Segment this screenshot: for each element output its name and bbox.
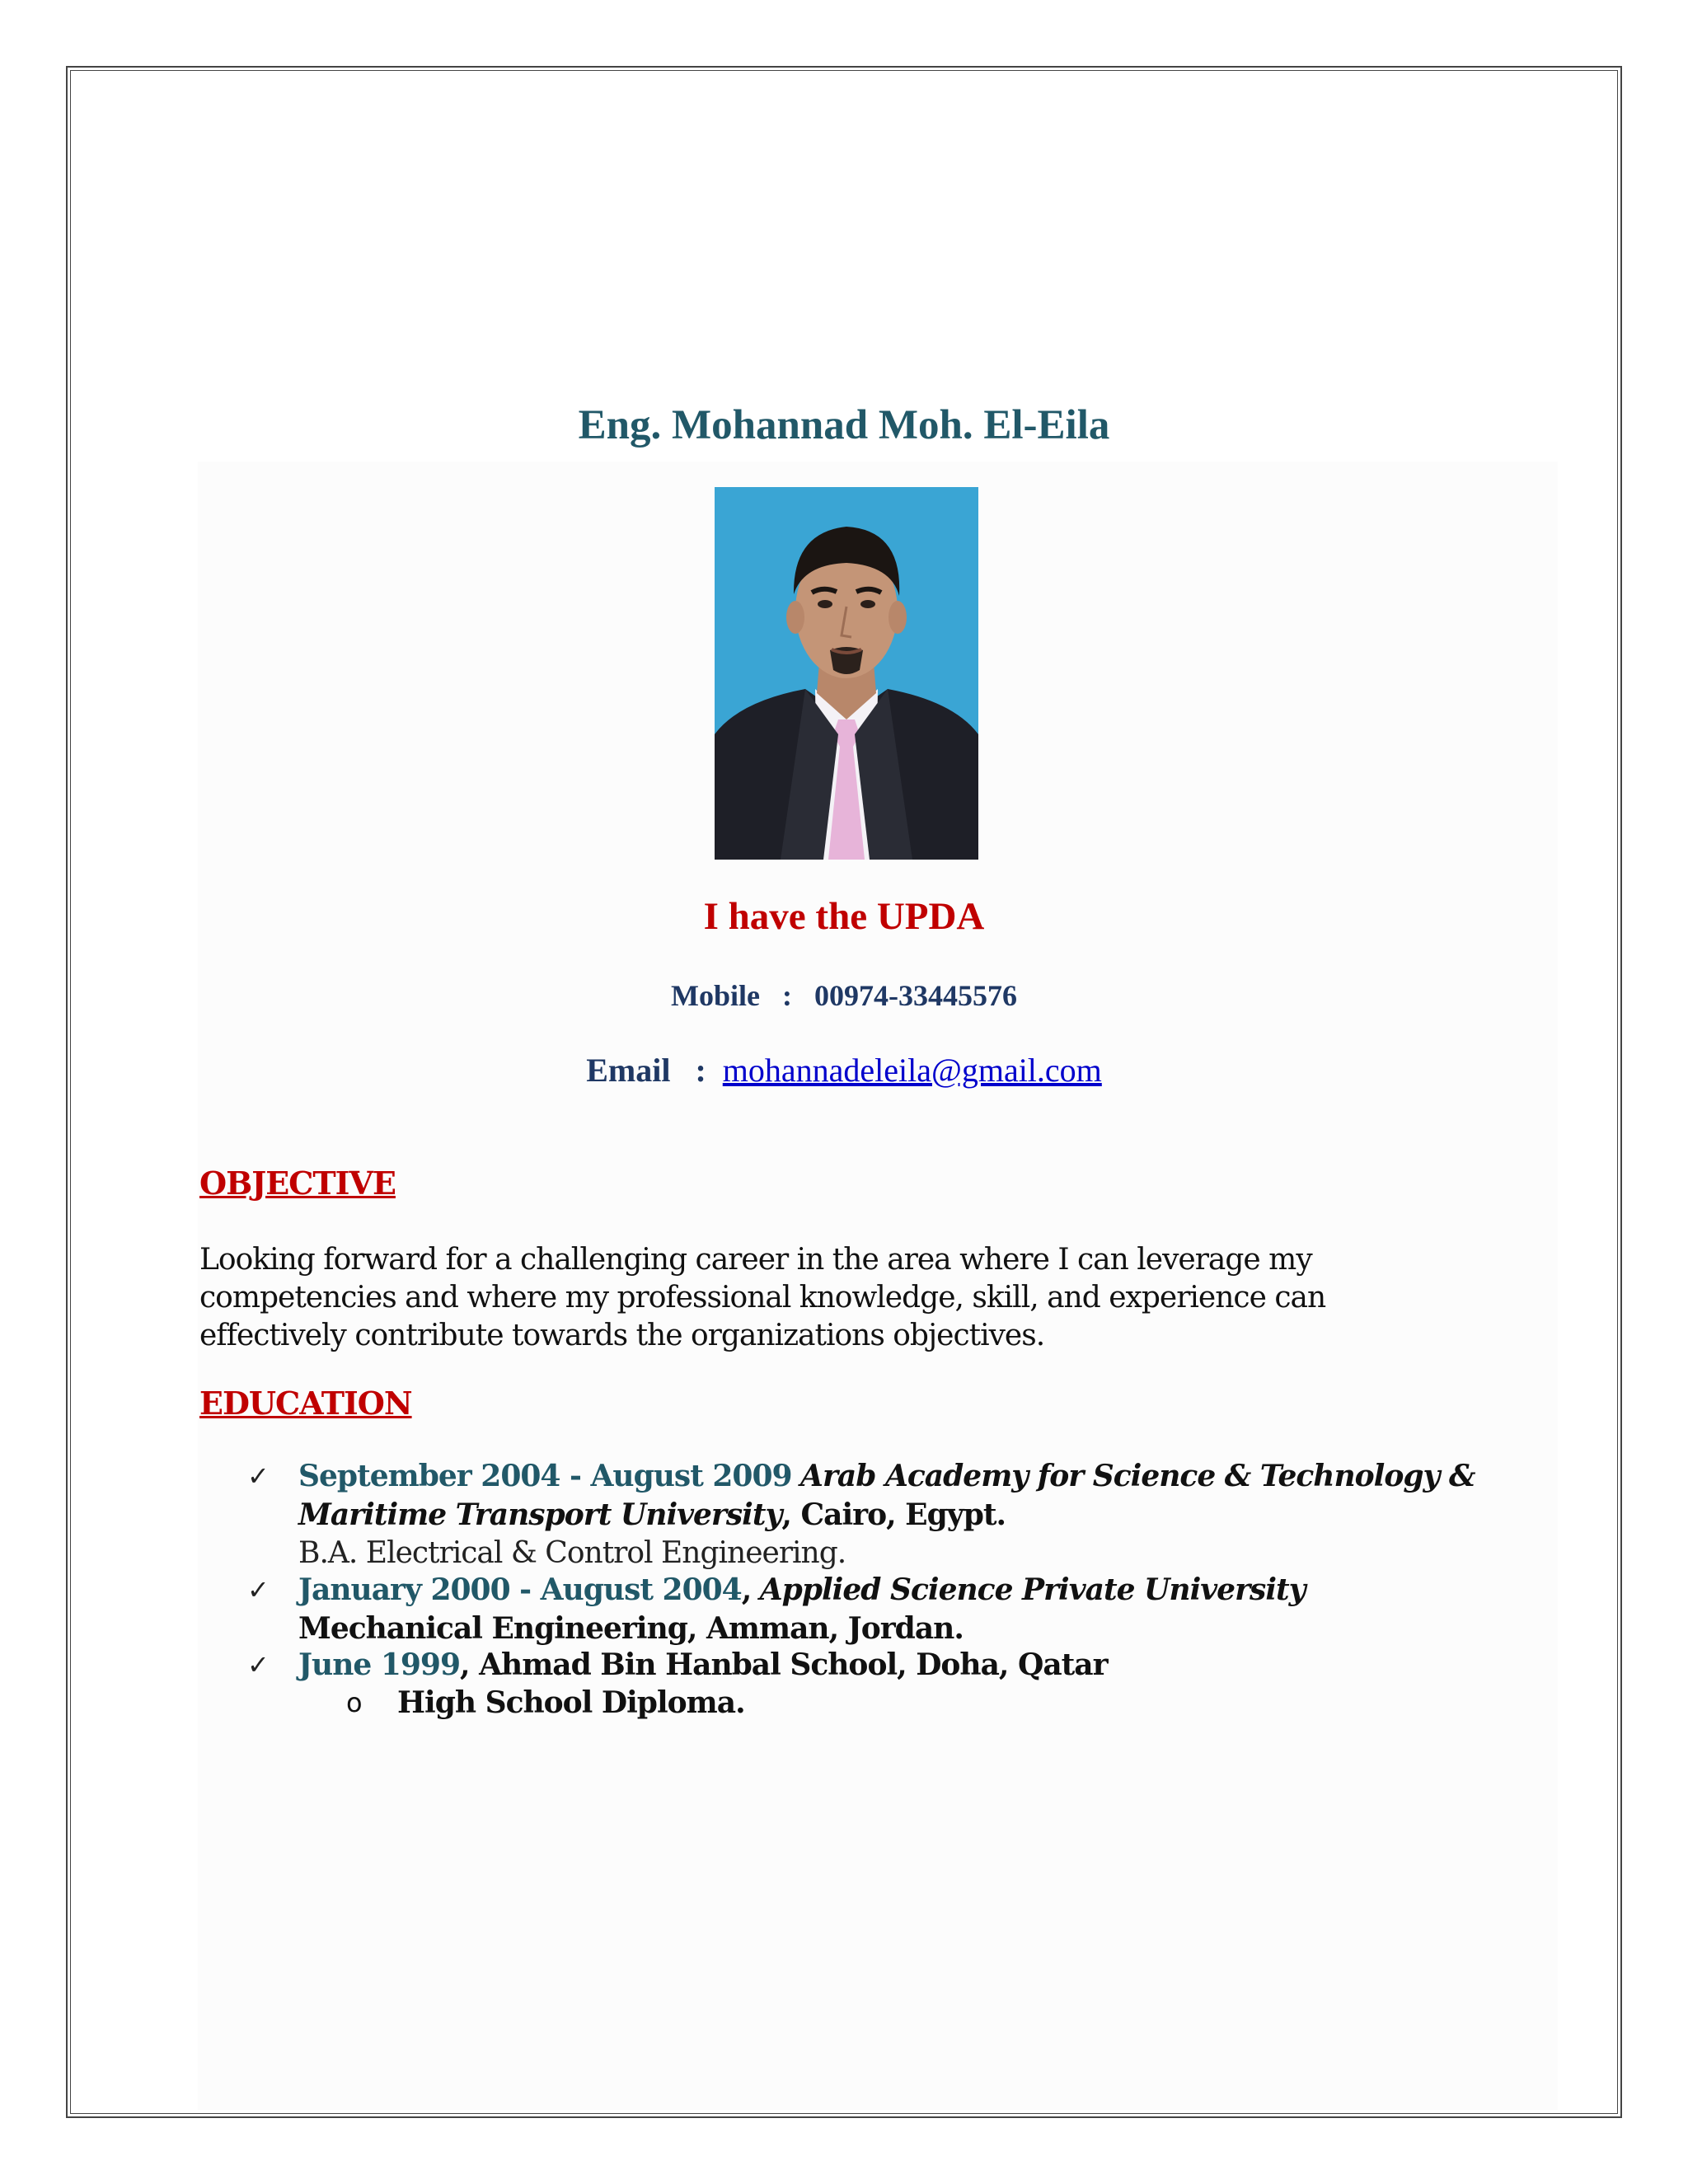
- education-item: [247, 1571, 1484, 1647]
- checkmark-icon: ✓: [247, 1649, 269, 1680]
- mobile-separator: :: [781, 979, 792, 1012]
- objective-line: competencies and where my professional knowledge, skill, and experience can: [199, 1281, 1326, 1315]
- education-date: January 2000 - August 2004: [298, 1572, 742, 1607]
- education-heading: EDUCATION: [199, 1385, 412, 1422]
- mobile-number: 00974-33445576: [814, 979, 1017, 1012]
- education-date: September 2004 - August 2009: [298, 1459, 792, 1493]
- education-item: [247, 1646, 1484, 1685]
- email-link[interactable]: mohannadeleila@gmail.com: [722, 1052, 1102, 1089]
- email-line: [0, 1051, 1688, 1090]
- education-item: [247, 1457, 1484, 1572]
- education-institution: Arab Academy for Science & Technology & Maritime Transport University: [298, 1459, 1475, 1532]
- objective-heading: OBJECTIVE: [199, 1165, 396, 1202]
- mobile-label: Mobile: [671, 979, 760, 1012]
- email-label: Email: [586, 1052, 671, 1089]
- checkmark-icon: ✓: [247, 1574, 269, 1605]
- objective-line: Looking forward for a challenging career in the area where I can leverage my: [199, 1243, 1312, 1277]
- objective-line: effectively contribute towards the organizations objectives.: [199, 1319, 1045, 1352]
- education-sub-item: [346, 1684, 745, 1722]
- education-degree: Mechanical Engineering, Amman, Jordan.: [298, 1611, 964, 1646]
- checkmark-icon: ✓: [247, 1460, 269, 1492]
- diploma-text: High School Diploma.: [397, 1685, 745, 1720]
- education-date: June 1999: [298, 1647, 461, 1682]
- candidate-name: Eng. Mohannad Moh. El-Eila: [578, 402, 1110, 448]
- email-separator: :: [695, 1052, 706, 1089]
- education-degree: B.A. Electrical & Control Engineering.: [298, 1536, 846, 1570]
- education-school: , Ahmad Bin Hanbal School, Doha, Qatar: [460, 1647, 1108, 1682]
- education-location: , Cairo, Egypt.: [781, 1497, 1006, 1532]
- education-separator: ,: [741, 1572, 752, 1607]
- upda-statement: I have the UPDA: [703, 895, 985, 938]
- objective-text: [199, 1241, 1485, 1355]
- circle-bullet-icon: o: [346, 1687, 362, 1718]
- profile-photo: [715, 487, 978, 860]
- mobile-line: [0, 978, 1688, 1013]
- education-institution: Applied Science Private University: [759, 1572, 1306, 1607]
